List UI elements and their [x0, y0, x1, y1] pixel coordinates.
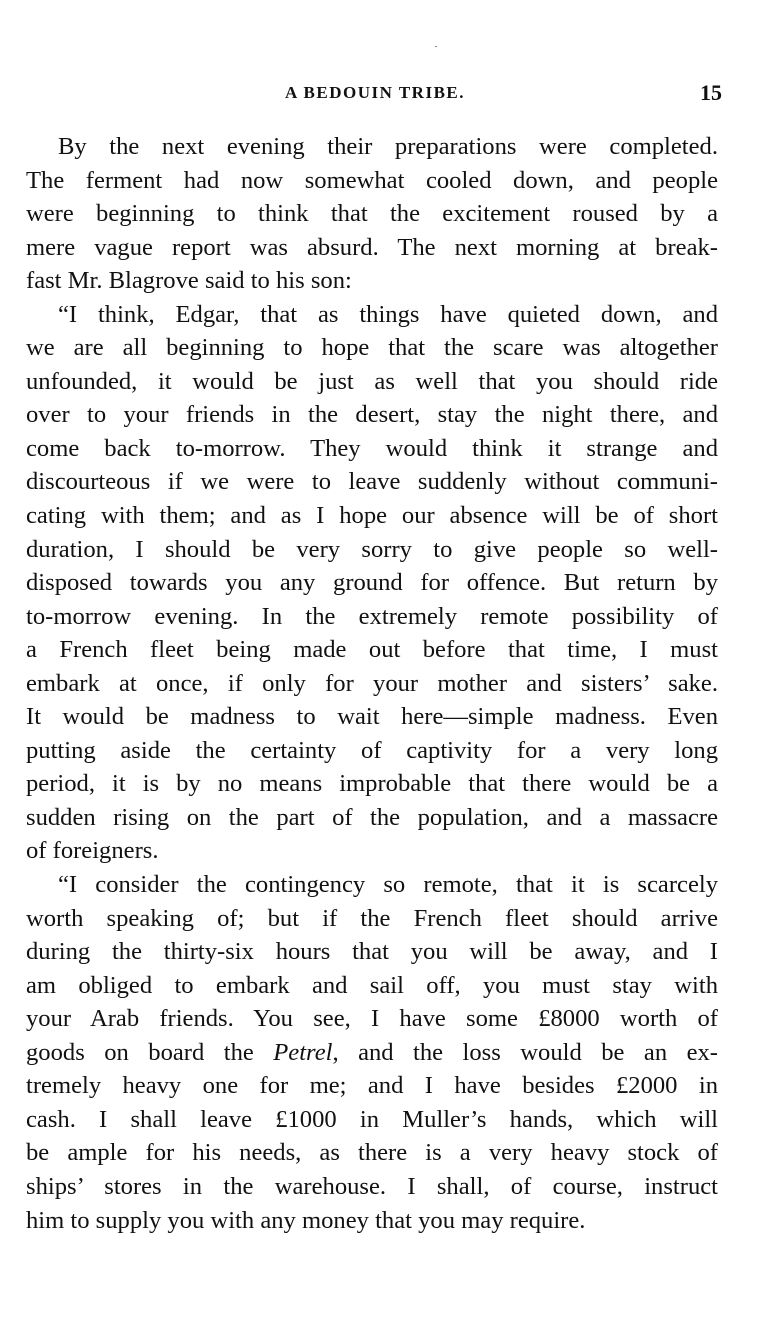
paragraph: [26, 130, 718, 298]
page-header: [26, 81, 724, 109]
text-line: be ample for his needs, as there is a very heavy stock of: [26, 1139, 718, 1167]
ship-name: Petrel: [273, 1038, 333, 1066]
text-line: period, it is by no means improbable that there would be a: [26, 770, 718, 798]
text-line: your Arab friends. You see, I have some £8000 worth of: [26, 1005, 718, 1033]
text-line: putting aside the certainty of captivity for a very long: [26, 736, 718, 764]
text-line: sudden rising on the part of the population, and a massacre: [26, 803, 718, 831]
text-line: worth speaking of; but if the French fleet should arrive: [26, 904, 718, 932]
text-line: ships’ stores in the warehouse. I shall, of course, instruct: [26, 1172, 718, 1200]
text-line: am obliged to embark and sail off, you must stay with: [26, 971, 718, 999]
paragraph: [26, 868, 718, 1237]
scan-speck: [435, 46, 437, 47]
text-line: tremely heavy one for me; and I have besides £2000 in: [26, 1072, 718, 1100]
text-line: come back to-morrow. They would think it strange and: [26, 434, 718, 462]
text-line: him to supply you with any money that you may require.: [26, 1206, 586, 1234]
text-line: over to your friends in the desert, stay the night there, and: [26, 401, 718, 429]
text-line: embark at once, if only for your mother and sisters’ sake.: [26, 669, 718, 697]
text-line: The ferment had now somewhat cooled down, and people: [26, 166, 718, 194]
paragraph: [26, 298, 718, 868]
text-line: were beginning to think that the excitement roused by a: [26, 200, 718, 228]
text-line: duration, I should be very sorry to give people so well-: [26, 535, 718, 563]
body-text: [26, 130, 718, 1237]
text-line: during the thirty-six hours that you will be away, and I: [26, 938, 718, 966]
text-line: a French fleet being made out before that time, I must: [26, 636, 718, 664]
page-number: 15: [700, 80, 722, 105]
text-line: “I think, Edgar, that as things have quieted down, and: [58, 300, 718, 328]
text-line: cating with them; and as I hope our absence will be of short: [26, 502, 718, 530]
text-line: “I consider the contingency so remote, that it is scarcely: [58, 871, 718, 899]
text-line: By the next evening their preparations were completed.: [58, 133, 718, 160]
text-line: fast Mr. Blagrove said to his son:: [26, 267, 352, 295]
text-line: of foreigners.: [26, 837, 159, 865]
text-line: we are all beginning to hope that the scare was altogether: [26, 334, 718, 362]
text-line: It would be madness to wait here—simple madness. Even: [26, 703, 718, 731]
text-line: mere vague report was absurd. The next morning at break-: [26, 233, 718, 261]
text-line: unfounded, it would be just as well that you should ride: [26, 367, 718, 395]
text-line: goods on board the Petrel, and the loss would be an ex-: [26, 1038, 718, 1066]
running-title: A BEDOUIN TRIBE.: [284, 83, 466, 102]
text-line: discourteous if we were to leave suddenly without communi-: [26, 468, 718, 496]
text-line: cash. I shall leave £1000 in Muller’s hands, which will: [26, 1105, 718, 1133]
text-line: disposed towards you any ground for offence. But return by: [26, 569, 718, 597]
text-line: to-morrow evening. In the extremely remote possibility of: [26, 602, 718, 630]
